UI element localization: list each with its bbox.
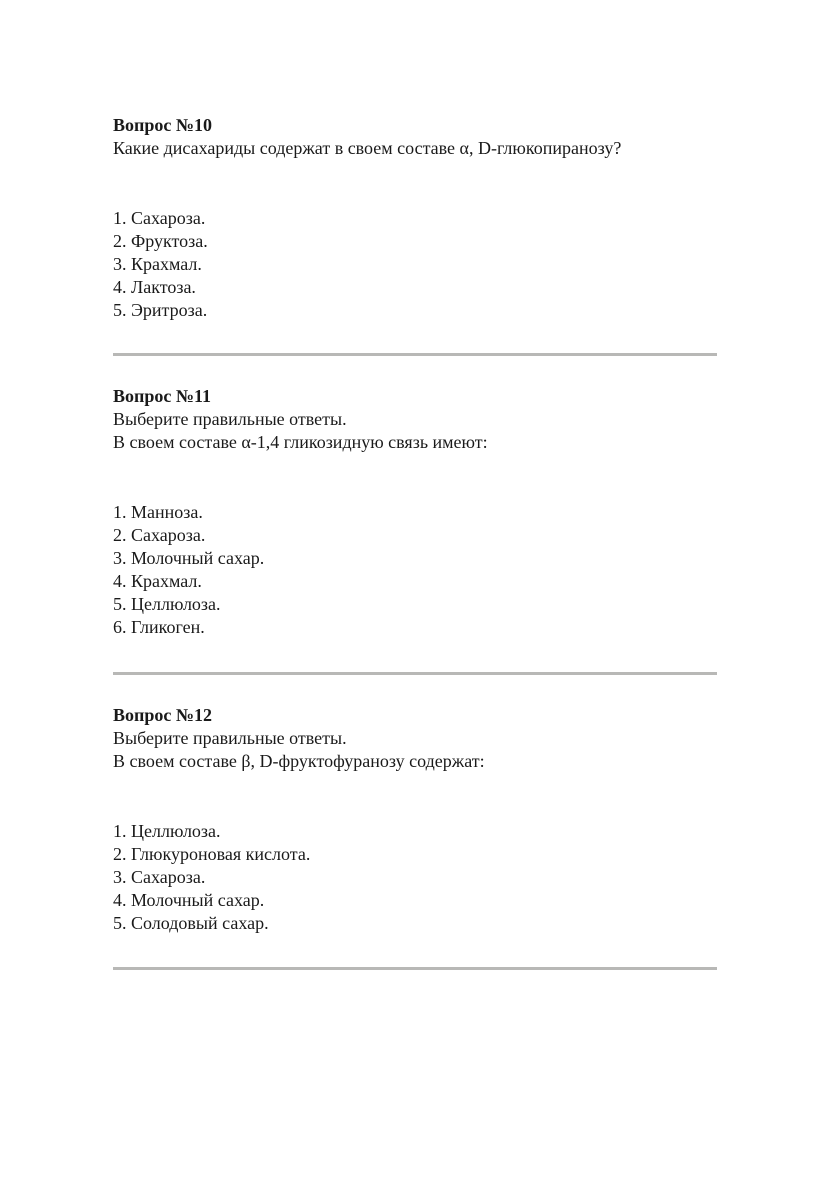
question-12 <box>113 704 717 935</box>
answer-options <box>113 820 717 935</box>
question-text: Выберите правильные ответы. <box>113 728 347 748</box>
answer-option: 2. Сахароза. <box>113 525 206 545</box>
answer-option: 1. Сахароза. <box>113 208 206 228</box>
answer-option: 3. Молочный сахар. <box>113 548 265 568</box>
question-text: Какие дисахариды содержат в своем составе α, D-глюкопиранозу? <box>113 138 622 158</box>
answer-option: 4. Молочный сахар. <box>113 890 265 910</box>
question-title: Вопрос №12 <box>113 705 212 725</box>
answer-option: 2. Фруктоза. <box>113 231 208 251</box>
section-divider <box>113 672 717 675</box>
answer-option: 3. Сахароза. <box>113 867 206 887</box>
answer-option: 6. Гликоген. <box>113 617 205 637</box>
answer-options <box>113 501 717 639</box>
answer-option: 4. Лактоза. <box>113 277 196 297</box>
answer-option: 5. Целлюлоза. <box>113 594 221 614</box>
question-title: Вопрос №10 <box>113 115 212 135</box>
answer-option: 4. Крахмал. <box>113 571 202 591</box>
answer-option: 1. Манноза. <box>113 502 203 522</box>
section-divider <box>113 967 717 970</box>
answer-option: 5. Солодовый сахар. <box>113 913 269 933</box>
question-text: В своем составе β, D-фруктофуранозу содержат: <box>113 751 485 771</box>
question-text: Выберите правильные ответы. <box>113 409 347 429</box>
answer-option: 2. Глюкуроновая кислота. <box>113 844 311 864</box>
question-text: В своем составе α-1,4 гликозидную связь имеют: <box>113 432 488 452</box>
question-10 <box>113 114 717 322</box>
question-title: Вопрос №11 <box>113 386 211 406</box>
answer-options <box>113 207 717 322</box>
answer-option: 1. Целлюлоза. <box>113 821 221 841</box>
answer-option: 5. Эритроза. <box>113 300 208 320</box>
answer-option: 3. Крахмал. <box>113 254 202 274</box>
section-divider <box>113 353 717 356</box>
question-11 <box>113 385 717 639</box>
